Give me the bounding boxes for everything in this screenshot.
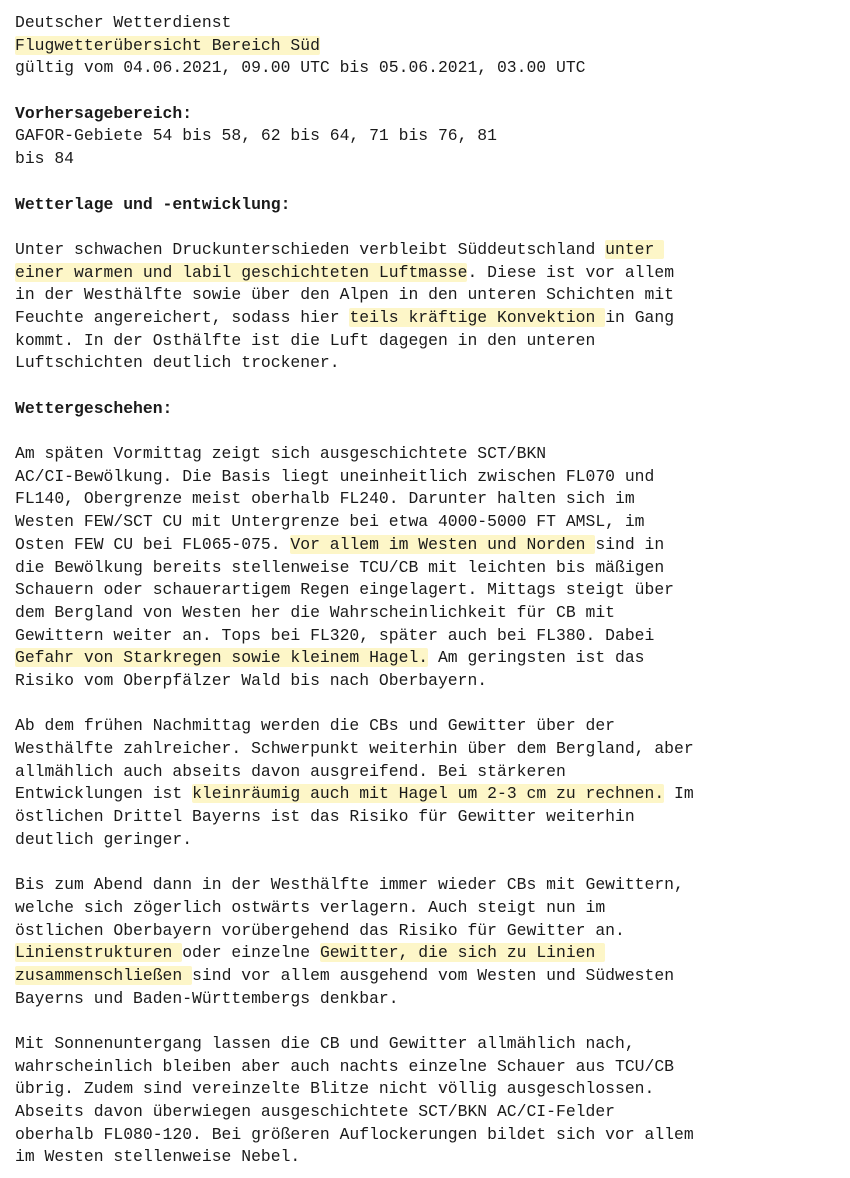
paragraph-line: AC/CI-Bewölkung. Die Basis liegt uneinheitlich zwischen FL070 und: [15, 466, 655, 486]
text-run: in Gang: [605, 307, 675, 327]
spacer: [15, 693, 843, 716]
paragraph-line: übrig. Zudem sind vereinzelte Blitze nicht völlig ausgeschlossen.: [15, 1079, 655, 1099]
situation-line: [15, 262, 843, 285]
highlight: Vor allem im Westen und Norden: [290, 534, 596, 554]
spacer: [15, 1010, 843, 1033]
paragraph-line: Ab dem frühen Nachmittag werden die CBs und Gewitter über der: [15, 716, 615, 736]
report-title-line: [15, 35, 843, 58]
paragraph-line: die Bewölkung bereits stellenweise TCU/CB mit leichten bis mäßigen: [15, 557, 665, 577]
situation-line: [15, 307, 843, 330]
text-run: Osten FEW CU bei FL065-075.: [15, 534, 291, 554]
highlight: Linienstrukturen: [15, 943, 183, 963]
report-title: Flugwetterübersicht Bereich Süd: [15, 35, 320, 55]
paragraph-line: östlichen Oberbayern vorübergehend das Risiko für Gewitter an.: [15, 920, 625, 940]
paragraph-line: oberhalb FL080-120. Bei größeren Auflockerungen bildet sich vor allem: [15, 1124, 694, 1144]
highlight: Gefahr von Starkregen sowie kleinem Hagel.: [15, 648, 429, 668]
text-run: Entwicklungen ist: [15, 784, 193, 804]
paragraph-line: Mit Sonnenuntergang lassen die CB und Gewitter allmählich nach,: [15, 1033, 635, 1053]
text-run: Im: [664, 784, 694, 804]
paragraph-line: [15, 942, 843, 965]
paragraph-line: Schauern oder schauerartigem Regen eingelagert. Mittags steigt über: [15, 580, 675, 600]
paragraph-line: Risiko vom Oberpfälzer Wald bis nach Oberbayern.: [15, 670, 488, 690]
highlight: teils kräftige Konvektion: [349, 307, 606, 327]
paragraph-line: FL140, Obergrenze meist oberhalb FL240. Darunter halten sich im: [15, 489, 635, 509]
org-name: Deutscher Wetterdienst: [15, 13, 232, 32]
paragraph-line: allmählich auch abseits davon ausgreifend. Bei stärkeren: [15, 761, 566, 781]
paragraph-line: Bis zum Abend dann in der Westhälfte immer wieder CBs mit Gewittern,: [15, 875, 684, 895]
paragraph-line: deutlich geringer.: [15, 829, 193, 849]
paragraph-line: [15, 647, 843, 670]
weather-report-document: [15, 12, 843, 1169]
text-run: sind vor allem ausgehend vom Westen und Südwesten: [192, 965, 675, 985]
validity-period: gültig vom 04.06.2021, 09.00 UTC bis 05.06.2021, 03.00 UTC: [15, 58, 586, 78]
situation-line: Luftschichten deutlich trockener.: [15, 353, 340, 373]
paragraph-line: östlichen Drittel Bayerns ist das Risiko für Gewitter weiterhin: [15, 807, 635, 827]
paragraph-line: Am späten Vormittag zeigt sich ausgeschichtete SCT/BKN: [15, 444, 547, 464]
text-run: Am geringsten ist das: [428, 648, 645, 668]
highlight: Gewitter, die sich zu Linien: [319, 943, 606, 963]
situation-line: kommt. In der Osthälfte ist die Luft dagegen in den unteren: [15, 330, 596, 350]
paragraph-line: [15, 534, 843, 557]
text-run: Unter schwachen Druckunterschieden verbleibt Süddeutschland: [15, 239, 606, 259]
forecast-area-heading: Vorhersagebereich:: [15, 103, 193, 123]
highlight: unter: [605, 239, 665, 259]
text-run: . Diese ist vor allem: [467, 262, 675, 282]
paragraph-line: [15, 783, 843, 806]
situation-line: [15, 239, 843, 262]
spacer: [15, 375, 843, 398]
paragraph-line: Gewittern weiter an. Tops bei FL320, später auch bei FL380. Dabei: [15, 625, 655, 645]
forecast-area-line: GAFOR-Gebiete 54 bis 58, 62 bis 64, 71 bis 76, 81: [15, 126, 497, 146]
situation-line: in der Westhälfte sowie über den Alpen in den unteren Schichten mit: [15, 285, 675, 305]
spacer: [15, 851, 843, 874]
spacer: [15, 216, 843, 239]
text-run: sind in: [595, 534, 665, 554]
paragraph-line: welche sich zögerlich ostwärts verlagern. Auch steigt nun im: [15, 897, 606, 917]
forecast-area-line: bis 84: [15, 149, 75, 169]
paragraph-line: dem Bergland von Westen her die Wahrscheinlichkeit für CB mit: [15, 602, 615, 622]
text-run: oder einzelne: [182, 943, 320, 963]
paragraph-line: Westhälfte zahlreicher. Schwerpunkt weiterhin über dem Bergland, aber: [15, 739, 694, 758]
spacer: [15, 420, 843, 443]
paragraph-line: Bayerns und Baden-Württembergs denkbar.: [15, 988, 399, 1008]
paragraph-line: im Westen stellenweise Nebel.: [15, 1147, 301, 1167]
spacer: [15, 171, 843, 194]
paragraph-line: Westen FEW/SCT CU mit Untergrenze bei etwa 4000-5000 FT AMSL, im: [15, 512, 645, 532]
situation-heading: Wetterlage und -entwicklung:: [15, 194, 291, 214]
paragraph-line: Abseits davon überwiegen ausgeschichtete SCT/BKN AC/CI-Felder: [15, 1102, 615, 1121]
paragraph-line: [15, 965, 843, 988]
weather-heading: Wettergeschehen:: [15, 398, 173, 418]
text-run: Feuchte angereichert, sodass hier: [15, 307, 350, 327]
highlight: einer warmen und labil geschichteten Luftmasse: [15, 262, 468, 282]
paragraph-line: wahrscheinlich bleiben aber auch nachts einzelne Schauer aus TCU/CB: [15, 1056, 675, 1076]
highlight: zusammenschließen: [15, 965, 193, 985]
highlight: kleinräumig auch mit Hagel um 2-3 cm zu rechnen.: [192, 784, 665, 804]
spacer: [15, 80, 843, 103]
